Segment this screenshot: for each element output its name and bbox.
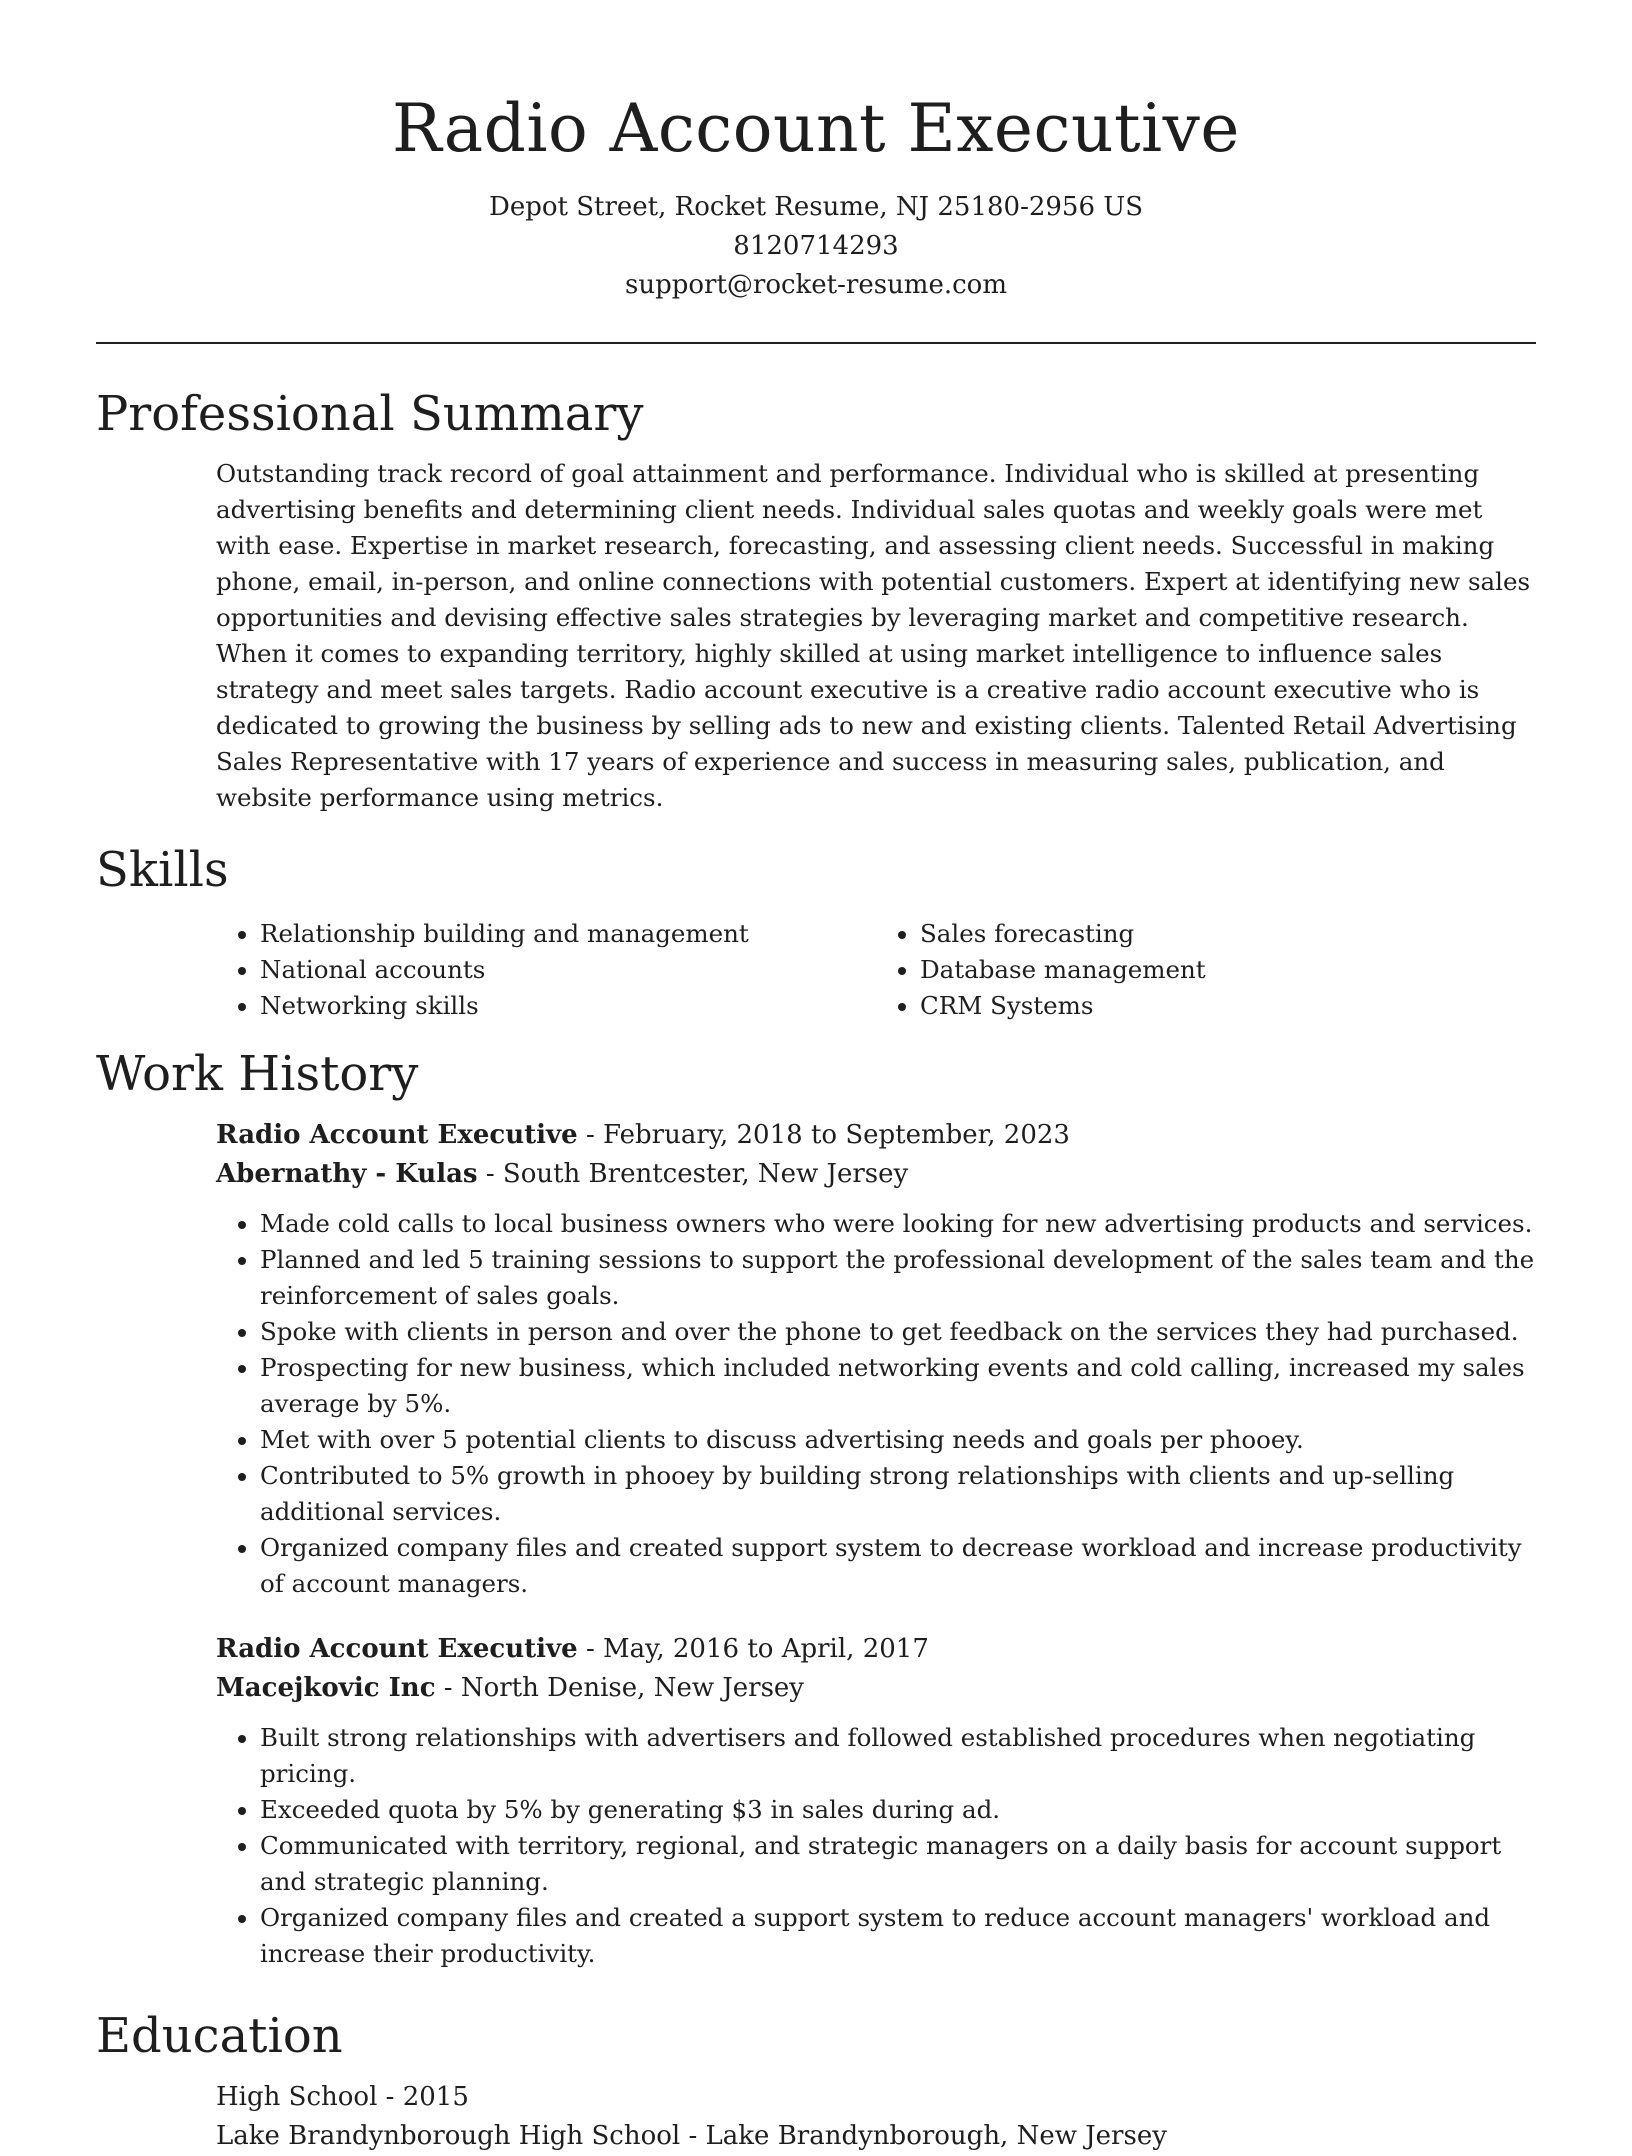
contact-block [96,188,1536,305]
job-company-line [216,1155,1536,1194]
phone: 8120714293 [733,231,899,261]
job-location: - North Denise, New Jersey [435,1673,804,1703]
summary-title: Professional Summary [96,386,644,442]
skill-item: • CRM Systems [920,988,1536,1024]
job-dates: - February, 2018 to September, 2023 [577,1120,1070,1150]
skill-item: • Networking skills [260,988,876,1024]
education-degree-line [216,2078,1536,2117]
education-entry [216,2078,1536,2156]
education-degree: High School [216,2082,378,2112]
job-role: Radio Account Executive [216,1634,578,1664]
address: Depot Street, Rocket Resume, NJ 25180-2956 US [488,192,1144,222]
skills-list [216,916,1536,1024]
skills-column-right [876,916,1536,1024]
education-year: - 2015 [377,2082,469,2112]
skill-item: • Database management [920,952,1536,988]
job-company: Abernathy - Kulas [216,1159,478,1189]
job-dates: - May, 2016 to April, 2017 [577,1634,929,1664]
skill-item: • National accounts [260,952,876,988]
job-bullet: • Contributed to 5% growth in phooey by building strong relationships with clients and up-selling additional services. [260,1458,1536,1530]
resume-header [96,84,1536,305]
skill-item: • Relationship building and management [260,916,876,952]
job-bullet: • Organized company files and created support system to decrease workload and increase productivity of account managers. [260,1530,1536,1602]
job-company: Macejkovic Inc [216,1673,436,1703]
job-entry [216,1630,1536,1972]
education-location: - Lake Brandynborough, New Jersey [680,2121,1167,2151]
email: support@rocket-resume.com [624,270,1007,300]
job-title-line [216,1116,1536,1155]
job-bullet: • Met with over 5 potential clients to discuss advertising needs and goals per phooey. [260,1422,1536,1458]
resume-content [96,378,1536,2156]
header-divider [96,342,1536,344]
job-bullet: • Communicated with territory, regional, and strategic managers on a daily basis for account support and strategic planning. [260,1828,1536,1900]
job-bullet: • Organized company files and created a support system to reduce account managers' workload and increase their productivity. [260,1900,1536,1972]
job-title-line [216,1630,1536,1669]
job-location: - South Brentcester, New Jersey [477,1159,909,1189]
job-bullets [216,1206,1536,1602]
education-title: Education [96,2008,343,2064]
job-bullet: • Exceeded quota by 5% by generating $3 in sales during ad. [260,1792,1536,1828]
job-bullet: • Made cold calls to local business owners who were looking for new advertising products and services. [260,1206,1536,1242]
job-bullet: • Built strong relationships with advertisers and followed established procedures when negotiating pricing. [260,1720,1536,1792]
job-bullet: • Planned and led 5 training sessions to support the professional development of the sales team and the reinforcement of sales goals. [260,1242,1536,1314]
summary-text: Outstanding track record of goal attainment and performance. Individual who is skilled at presenting advertising benefits and determining client needs. Individual sales quotas and weekly goals were met with ease. Expertise in market research, forecasting, and assessing client needs. Successful in making phone, email, in-person, and online connections with potential customers. Expert at identifying new sales opportunities and devising effective sales strategies by leveraging market and competitive research. When it comes to expanding territory, highly skilled at using market intelligence to influence sales strategy and meet sales targets. Radio account executive is a creative radio account executive who is dedicated to growing the business by selling ads to new and existing clients. Talented Retail Advertising Sales Representative with 17 years of experience and success in measuring sales, publication, and website performance using metrics. [216,459,1531,812]
job-bullet: • Spoke with clients in person and over the phone to get feedback on the services they had purchased. [260,1314,1536,1350]
job-bullets [216,1720,1536,1972]
skills-column-left [216,916,876,1024]
resume-name: Radio Account Executive [392,90,1240,167]
job-entry [216,1116,1536,1602]
education-school: Lake Brandynborough High School [216,2121,681,2151]
education-school-line [216,2117,1536,2156]
work-history-title: Work History [96,1046,419,1102]
job-role: Radio Account Executive [216,1120,578,1150]
skills-title: Skills [96,842,229,898]
job-company-line [216,1669,1536,1708]
skill-item: • Sales forecasting [920,916,1536,952]
job-bullet: • Prospecting for new business, which included networking events and cold calling, increased my sales average by 5%. [260,1350,1536,1422]
